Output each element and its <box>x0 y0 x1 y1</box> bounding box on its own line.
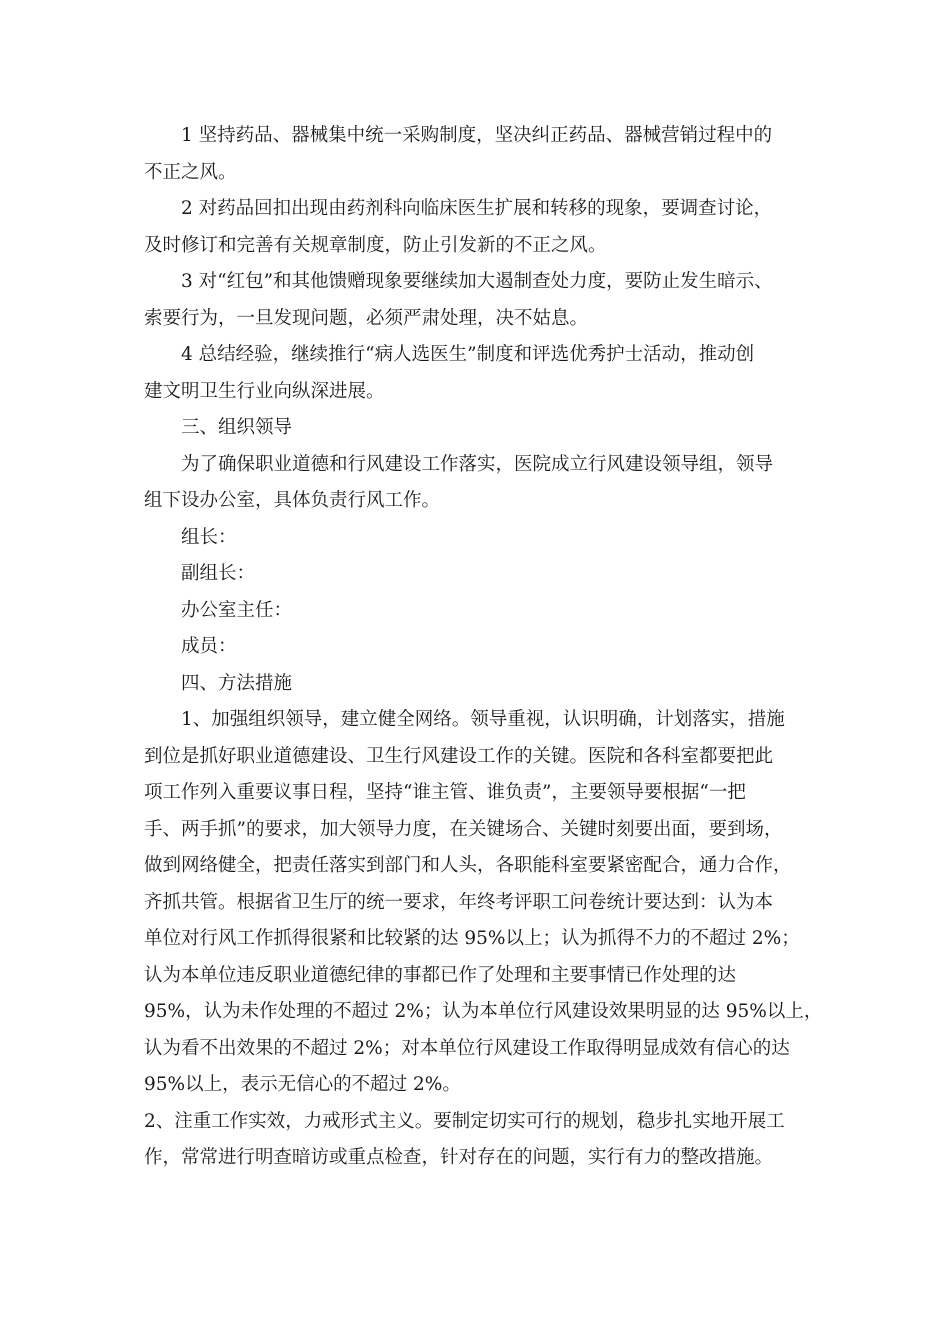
document-paragraph <box>144 593 814 630</box>
paragraph-text-line: 齐抓共管。根据省卫生厅的统一要求，年终考评职工问卷统计要达到：认为本 <box>144 891 774 913</box>
document-paragraph <box>144 337 814 410</box>
paragraph-text-line: 作，常常进行明查暗访或重点检查，针对存在的问题，实行有力的整改措施。 <box>144 1147 774 1168</box>
paragraph-text-line: 成员： <box>181 636 237 657</box>
paragraph-text-line: 4 总结经验，继续推行“病人选医生”制度和评选优秀护士活动，推动创 <box>181 344 755 365</box>
paragraph-text-line: 为了确保职业道德和行风建设工作落实，医院成立行风建设领导组，领导 <box>181 453 774 475</box>
paragraph-text-line: 办公室主任： <box>181 599 293 621</box>
document-paragraph <box>144 264 814 337</box>
paragraph-text-line: 3 对“红包”和其他馈赠现象要继续加大遏制查处力度，要防止发生暗示、 <box>181 271 773 292</box>
document-paragraph <box>144 666 814 703</box>
document-paragraph <box>144 629 814 666</box>
paragraph-text-line: 单位对行风工作抓得很紧和比较紧的达 95%以上；认为抓得不力的不超过 2%； <box>144 928 800 949</box>
document-paragraph <box>144 447 814 520</box>
paragraph-text-line: 组长： <box>181 526 237 548</box>
paragraph-text-line: 四、方法措施 <box>181 672 293 694</box>
paragraph-text-line: 副组长： <box>181 563 256 584</box>
paragraph-text-line: 认为本单位违反职业道德纪律的事都已作了处理和主要事情已作处理的达 <box>144 964 737 986</box>
paragraph-text-line: 手、两手抓”的要求，加大领导力度，在关键场合、关键时刻要出面，要到场， <box>144 818 783 840</box>
paragraph-text-line: 及时修订和完善有关规章制度，防止引发新的不正之风。 <box>144 234 607 256</box>
paragraph-text-line: 95%，认为未作处理的不超过 2%；认为本单位行风建设效果明显的达 95%以上， <box>144 1001 823 1022</box>
paragraph-text-line: 组下设办公室，具体负责行风工作。 <box>144 490 441 511</box>
paragraph-text-line: 三、组织领导 <box>181 417 293 438</box>
paragraph-text-line: 1、加强组织领导，建立健全网络。领导重视，认识明确，计划落实，措施 <box>181 709 785 730</box>
document-paragraph <box>144 118 814 191</box>
document-paragraph <box>144 556 814 593</box>
document-paragraph <box>144 1104 814 1177</box>
paragraph-text-line: 2、注重工作实效，力戒形式主义。要制定切实可行的规划，稳步扎实地开展工 <box>144 1110 785 1132</box>
document-paragraph <box>144 520 814 557</box>
paragraph-text-line: 不正之风。 <box>144 161 237 183</box>
paragraph-text-line: 1 坚持药品、器械集中统一采购制度，坚决纠正药品、器械营销过程中的 <box>181 125 773 146</box>
document-body <box>144 118 823 1177</box>
paragraph-text-line: 建文明卫生行业向纵深进展。 <box>144 380 385 402</box>
paragraph-text-line: 到位是抓好职业道德建设、卫生行风建设工作的关键。医院和各科室都要把此 <box>144 745 774 767</box>
document-paragraph <box>144 702 823 1104</box>
document-paragraph <box>144 191 814 264</box>
paragraph-text-line: 2 对药品回扣出现由药剂科向临床医生扩展和转移的现象，要调查讨论， <box>181 198 773 219</box>
paragraph-text-line: 项工作列入重要议事日程，坚持“谁主管、谁负责”，主要领导要根据“一把 <box>144 782 746 803</box>
document-paragraph <box>144 410 814 447</box>
paragraph-text-line: 索要行为，一旦发现问题，必须严肃处理，决不姑息。 <box>144 307 589 329</box>
paragraph-text-line: 做到网络健全，把责任落实到部门和人头，各职能科室要紧密配合，通力合作， <box>144 855 792 876</box>
paragraph-text-line: 认为看不出效果的不超过 2%；对本单位行风建设工作取得明显成效有信心的达 <box>144 1037 790 1059</box>
paragraph-text-line: 95%以上，表示无信心的不超过 2%。 <box>144 1074 461 1095</box>
